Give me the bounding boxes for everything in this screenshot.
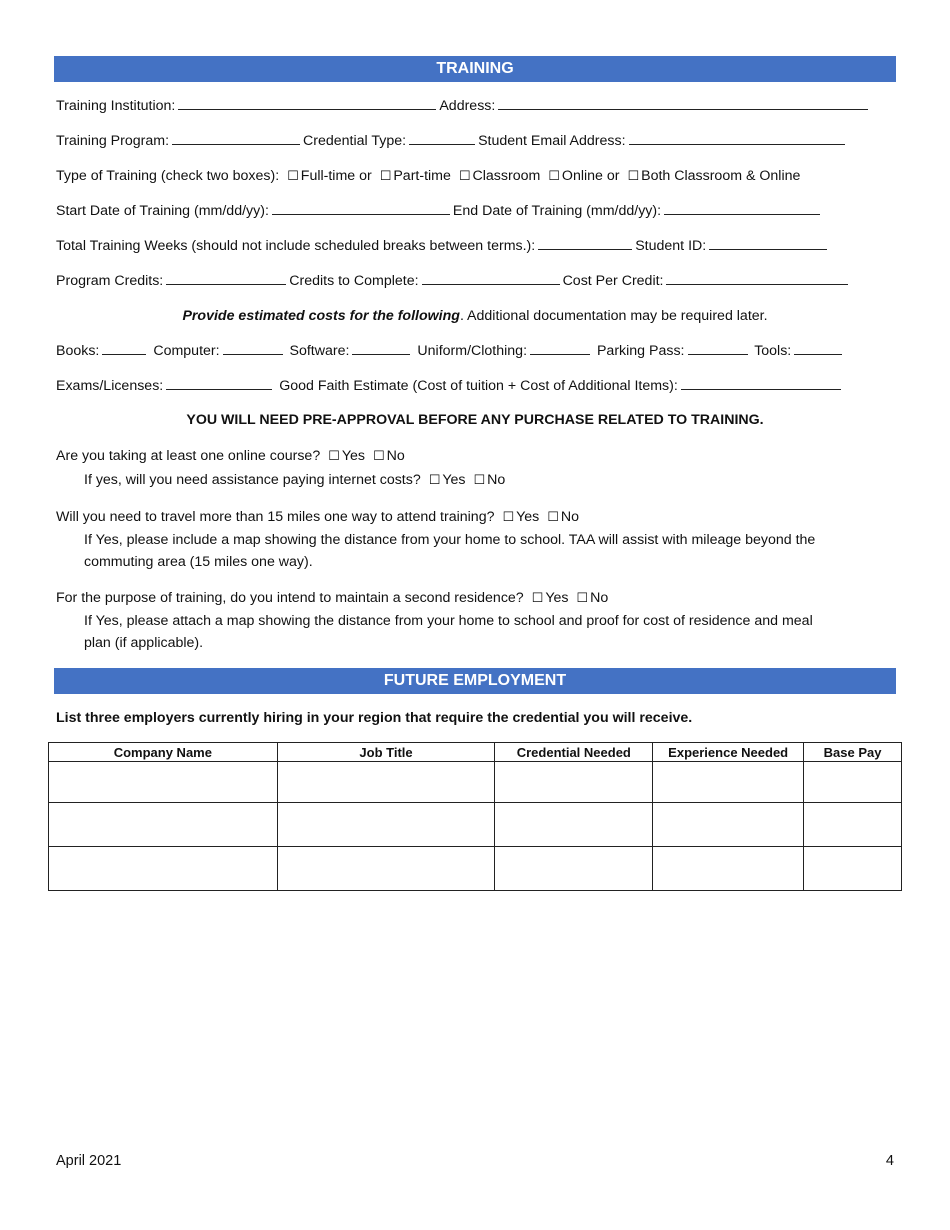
travel-note-line-1: If Yes, please include a map showing the distance from your home to school. TAA will assist with mileage beyond the	[84, 532, 816, 548]
job-title-cell[interactable]	[277, 803, 495, 847]
credential-type-field[interactable]	[409, 132, 475, 145]
online-course-yes-checkbox[interactable]: ☐	[328, 449, 340, 464]
training-program-row	[56, 132, 848, 150]
total-weeks-field[interactable]	[538, 237, 632, 250]
company-name-cell[interactable]	[49, 762, 278, 803]
address-field[interactable]	[498, 97, 868, 110]
student-id-field[interactable]	[709, 237, 827, 250]
uniform-field[interactable]	[530, 342, 590, 355]
start-date-label: Start Date of Training (mm/dd/yy):	[56, 203, 269, 219]
total-weeks-label: Total Training Weeks (should not include scheduled breaks between terms.):	[56, 238, 536, 254]
both-classroom-online-checkbox[interactable]: ☐	[627, 169, 640, 184]
travel-yes-checkbox[interactable]: ☐	[502, 510, 515, 525]
good-faith-estimate-label: Good Faith Estimate (Cost of tuition + Cost of Additional Items):	[279, 378, 678, 394]
parking-pass-label: Parking Pass:	[596, 343, 685, 359]
training-institution-row	[56, 97, 871, 115]
residence-question	[56, 589, 608, 608]
student-email-label: Student Email Address:	[478, 133, 626, 149]
credential-needed-cell[interactable]	[495, 762, 653, 803]
internet-cost-question	[84, 471, 505, 490]
classroom-checkbox[interactable]: ☐	[458, 169, 471, 184]
experience-needed-cell[interactable]	[653, 762, 804, 803]
travel-question-text: Will you need to travel more than 15 miles one way to attend training?	[56, 509, 495, 525]
computer-field[interactable]	[223, 342, 283, 355]
base-pay-cell[interactable]	[804, 762, 902, 803]
table-header-row	[49, 743, 902, 762]
training-section-header: TRAINING	[54, 56, 896, 82]
table-row	[49, 762, 902, 803]
training-type-label: Type of Training (check two boxes):	[56, 168, 280, 184]
end-date-label: End Date of Training (mm/dd/yy):	[452, 203, 662, 219]
table-row	[49, 847, 902, 891]
both-option-label: Both Classroom & Online	[641, 168, 801, 184]
internet-cost-question-text: If yes, will you need assistance paying internet costs?	[84, 472, 421, 488]
cost-per-credit-field[interactable]	[666, 272, 848, 285]
travel-question	[56, 508, 579, 527]
exams-licenses-field[interactable]	[166, 377, 272, 390]
full-time-option-label: Full-time or	[300, 168, 372, 184]
training-institution-label: Training Institution:	[56, 98, 176, 114]
travel-no-checkbox[interactable]: ☐	[547, 510, 559, 525]
training-program-field[interactable]	[172, 132, 300, 145]
student-id-label: Student ID:	[635, 238, 707, 254]
travel-note-line-2: commuting area (15 miles one way).	[84, 554, 313, 570]
employers-table	[48, 742, 902, 891]
residence-no-label: No	[590, 590, 609, 606]
exams-row	[56, 377, 844, 395]
online-course-no-checkbox[interactable]: ☐	[372, 449, 385, 464]
student-email-field[interactable]	[629, 132, 845, 145]
column-header-credential-needed: Credential Needed	[495, 743, 653, 762]
training-institution-field[interactable]	[178, 97, 436, 110]
parking-pass-field[interactable]	[688, 342, 748, 355]
internet-cost-yes-checkbox[interactable]: ☐	[428, 473, 441, 488]
program-credits-field[interactable]	[166, 272, 286, 285]
estimate-note-emphasis: Provide estimated costs for the following	[182, 308, 460, 324]
online-course-no-label: No	[386, 448, 405, 464]
online-option-label: Online or	[561, 168, 620, 184]
travel-no-label: No	[560, 509, 579, 525]
online-checkbox[interactable]: ☐	[548, 169, 560, 184]
address-label: Address:	[439, 98, 496, 114]
preapproval-notice: YOU WILL NEED PRE-APPROVAL BEFORE ANY PURCHASE RELATED TO TRAINING.	[186, 412, 764, 428]
good-faith-estimate-field[interactable]	[681, 377, 841, 390]
residence-yes-checkbox[interactable]: ☐	[531, 591, 544, 606]
residence-no-checkbox[interactable]: ☐	[576, 591, 589, 606]
program-credits-label: Program Credits:	[56, 273, 164, 289]
credential-needed-cell[interactable]	[495, 847, 653, 891]
residence-question-text: For the purpose of training, do you intend to maintain a second residence?	[56, 590, 524, 606]
exams-licenses-label: Exams/Licenses:	[56, 378, 164, 394]
part-time-checkbox[interactable]: ☐	[379, 169, 392, 184]
company-name-cell[interactable]	[49, 803, 278, 847]
uniform-label: Uniform/Clothing:	[417, 343, 528, 359]
residence-note-line-1: If Yes, please attach a map showing the distance from your home to school and proof for cost of residence and meal	[84, 613, 813, 629]
residence-note-line-2: plan (if applicable).	[84, 635, 204, 651]
training-weeks-row	[56, 237, 830, 255]
estimate-note-text: . Additional documentation may be required later.	[459, 308, 768, 324]
residence-yes-label: Yes	[545, 590, 569, 606]
job-title-cell[interactable]	[277, 762, 495, 803]
tools-field[interactable]	[794, 342, 842, 355]
credential-needed-cell[interactable]	[495, 803, 653, 847]
credits-to-complete-label: Credits to Complete:	[289, 273, 419, 289]
cost-per-credit-label: Cost Per Credit:	[562, 273, 664, 289]
part-time-option-label: Part-time	[393, 168, 451, 184]
books-label: Books:	[56, 343, 100, 359]
footer-date: April 2021	[56, 1153, 122, 1169]
base-pay-cell[interactable]	[804, 847, 902, 891]
software-field[interactable]	[352, 342, 410, 355]
credits-row	[56, 272, 851, 290]
experience-needed-cell[interactable]	[653, 803, 804, 847]
credits-to-complete-field[interactable]	[422, 272, 560, 285]
column-header-experience-needed: Experience Needed	[653, 743, 804, 762]
internet-cost-yes-label: Yes	[442, 472, 466, 488]
internet-cost-no-checkbox[interactable]: ☐	[473, 473, 486, 488]
estimate-note	[0, 307, 950, 325]
full-time-checkbox[interactable]: ☐	[287, 169, 299, 184]
online-course-yes-label: Yes	[341, 448, 365, 464]
table-row	[49, 803, 902, 847]
start-date-field[interactable]	[272, 202, 450, 215]
internet-cost-no-label: No	[487, 472, 506, 488]
training-program-label: Training Program:	[56, 133, 170, 149]
item-costs-row	[56, 342, 845, 360]
credential-type-label: Credential Type:	[303, 133, 407, 149]
column-header-base-pay: Base Pay	[804, 743, 902, 762]
online-course-question-text: Are you taking at least one online course?	[56, 448, 321, 464]
base-pay-cell[interactable]	[804, 803, 902, 847]
training-type-row	[56, 167, 800, 186]
end-date-field[interactable]	[664, 202, 820, 215]
employers-instruction: List three employers currently hiring in your region that require the credential you will receive.	[56, 710, 693, 726]
tools-label: Tools:	[754, 343, 792, 359]
company-name-cell[interactable]	[49, 847, 278, 891]
software-label: Software:	[289, 343, 350, 359]
travel-yes-label: Yes	[516, 509, 540, 525]
classroom-option-label: Classroom	[472, 168, 541, 184]
books-field[interactable]	[102, 342, 146, 355]
column-header-company-name: Company Name	[49, 743, 278, 762]
future-employment-section-header: FUTURE EMPLOYMENT	[54, 668, 896, 694]
online-course-question	[56, 447, 405, 466]
experience-needed-cell[interactable]	[653, 847, 804, 891]
training-dates-row	[56, 202, 823, 220]
job-title-cell[interactable]	[277, 847, 495, 891]
column-header-job-title: Job Title	[277, 743, 495, 762]
page-number: 4	[885, 1153, 894, 1169]
computer-label: Computer:	[153, 343, 220, 359]
